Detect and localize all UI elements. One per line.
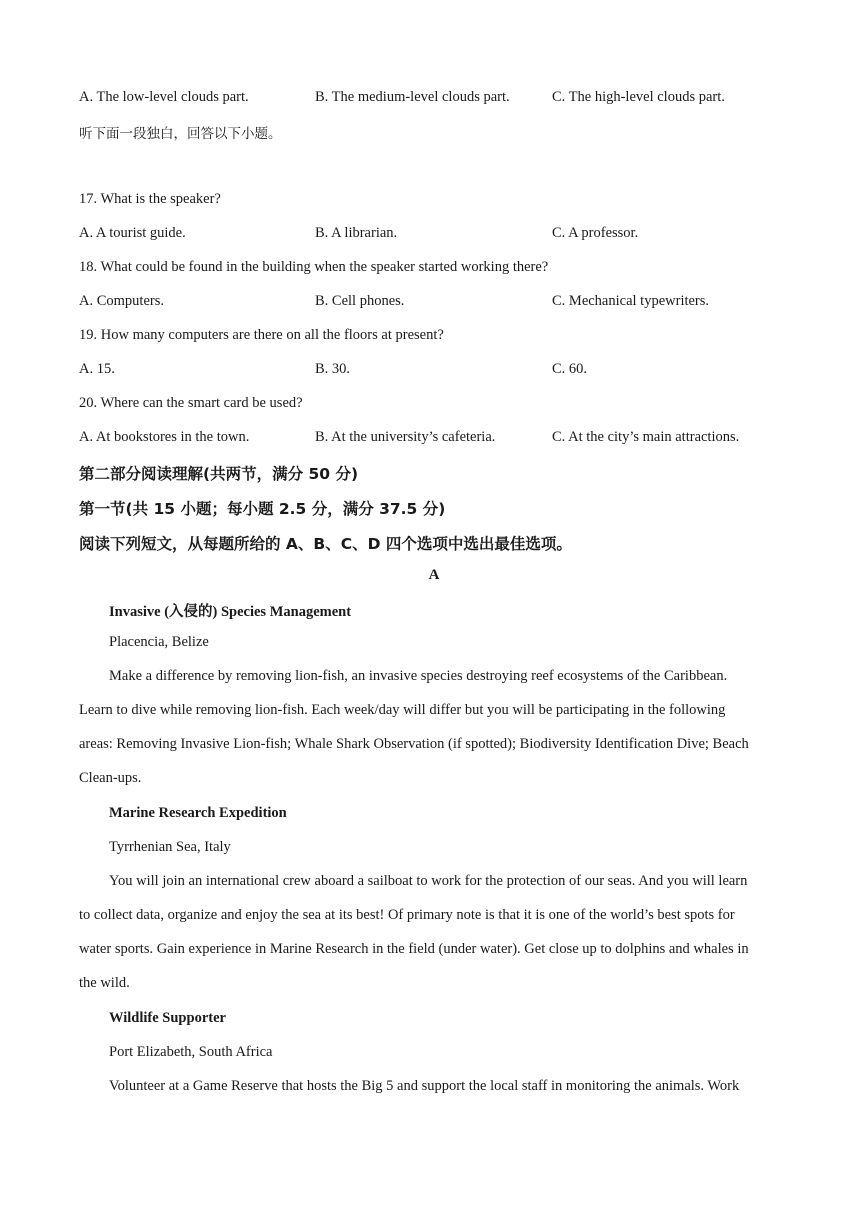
q19-option-b: B. 30. xyxy=(315,361,351,377)
q19-option-c: C. 60. xyxy=(552,361,588,377)
reading-instruction: 阅读下列短文，从每题所给的 A、B、C、D 四个选项中选出最佳选项。 xyxy=(79,535,572,553)
question-17: 17. What is the speaker? xyxy=(79,191,221,207)
passage-1-line: Learn to dive while removing lion-fish. Each week/day will differ but you will be participating in the following xyxy=(79,702,726,718)
q17-option-a: A. A tourist guide. xyxy=(79,225,186,241)
q16-option-c: C. The high-level clouds part. xyxy=(552,89,725,105)
q17-option-c: C. A professor. xyxy=(552,225,639,241)
q18-option-a: A. Computers. xyxy=(79,293,164,309)
passage-3-title: Wildlife Supporter xyxy=(109,1010,226,1026)
q16-option-b: B. The medium-level clouds part. xyxy=(315,89,510,105)
q20-option-c: C. At the city’s main attractions. xyxy=(552,429,740,445)
q20-option-a: A. At bookstores in the town. xyxy=(79,429,250,445)
q18-option-b: B. Cell phones. xyxy=(315,293,405,309)
q19-option-a: A. 15. xyxy=(79,361,115,377)
passage-2-line: to collect data, organize and enjoy the sea at its best! Of primary note is that it is one of the world’s best spots for xyxy=(79,907,735,923)
question-20: 20. Where can the smart card be used? xyxy=(79,395,303,411)
part2-heading: 第二部分阅读理解(共两节，满分 50 分) xyxy=(79,465,359,483)
q18-option-c: C. Mechanical typewriters. xyxy=(552,293,710,309)
q16-option-a: A. The low-level clouds part. xyxy=(79,89,249,105)
passage-1-title: Invasive (入侵的) Species Management xyxy=(109,604,352,620)
q17-option-b: B. A librarian. xyxy=(315,225,398,241)
passage-2-title: Marine Research Expedition xyxy=(109,805,287,821)
passage-1-line: Make a difference by removing lion-fish, an invasive species destroying reef ecosystems of the Caribbean. xyxy=(109,668,728,684)
question-18: 18. What could be found in the building when the speaker started working there? xyxy=(79,259,549,275)
passage-2-line: You will join an international crew aboard a sailboat to work for the protection of our seas. And you will learn xyxy=(109,873,748,889)
passage-label: A xyxy=(428,567,440,583)
q20-option-b: B. At the university’s cafeteria. xyxy=(315,429,496,445)
passage-3-place: Port Elizabeth, South Africa xyxy=(109,1044,273,1060)
passage-2-place: Tyrrhenian Sea, Italy xyxy=(109,839,231,855)
passage-1-line: areas: Removing Invasive Lion-fish; Whale Shark Observation (if spotted); Biodiversity Identification Dive; Beach xyxy=(79,736,749,752)
section1-heading: 第一节(共 15 小题；每小题 2.5 分，满分 37.5 分) xyxy=(79,500,446,518)
monologue-instruction: 听下面一段独白，回答以下小题。 xyxy=(79,126,282,142)
passage-1-line: Clean-ups. xyxy=(79,770,142,786)
passage-2-line: the wild. xyxy=(79,975,130,991)
passage-2-line: water sports. Gain experience in Marine Research in the field (under water). Get close up to dolphins and whales in xyxy=(79,941,749,957)
passage-1-place: Placencia, Belize xyxy=(109,634,209,650)
passage-3-line: Volunteer at a Game Reserve that hosts the Big 5 and support the local staff in monitoring the animals. Work xyxy=(109,1078,740,1094)
question-19: 19. How many computers are there on all the floors at present? xyxy=(79,327,444,343)
